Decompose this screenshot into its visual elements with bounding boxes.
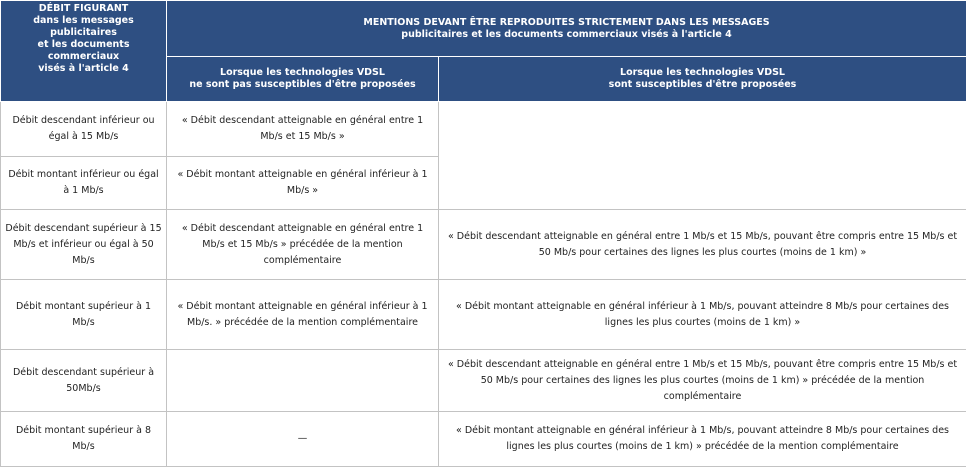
header-debit-line-3: et les documents commerciaux <box>38 39 130 62</box>
debit-cell: Débit montant inférieur ou égal à 1 Mb/s <box>1 157 167 210</box>
vdsl-cell: « Débit descendant atteignable en général entre 1 Mb/s et 15 Mb/s, pouvant être compris entre 15 Mb/s et 50 Mb/s pour certaines des lignes les plus courtes (moins de 1 km) » précédée de la mention complémentaire <box>439 350 966 412</box>
debit-cell: Débit descendant supérieur à 50Mb/s <box>1 350 167 412</box>
table-row <box>1 210 966 280</box>
vdsl-cell: « Débit descendant atteignable en général entre 1 Mb/s et 15 Mb/s, pouvant être compris entre 15 Mb/s et 50 Mb/s pour certaines des lignes les plus courtes (moins de 1 km) » <box>439 210 966 280</box>
no-vdsl-cell: — <box>167 412 439 467</box>
no-vdsl-cell <box>167 350 439 412</box>
header-debit-line-1: DÉBIT FIGURANT <box>39 3 129 14</box>
no-vdsl-cell: « Débit montant atteignable en général inférieur à 1 Mb/s. » précédée de la mention complémentaire <box>167 280 439 350</box>
debit-cell: Débit descendant inférieur ou égal à 15 Mb/s <box>1 102 167 157</box>
header-vdsl <box>439 57 966 102</box>
header-debit <box>1 1 167 102</box>
header-no-vdsl-line-1: Lorsque les technologies VDSL <box>220 67 385 78</box>
vdsl-cell: « Débit montant atteignable en général inférieur à 1 Mb/s, pouvant atteindre 8 Mb/s pour certaines des lignes les plus courtes (moins de 1 km) » précédée de la mention complémentaire <box>439 412 966 467</box>
header-no-vdsl-line-2: ne sont pas susceptibles d'être proposées <box>189 79 415 90</box>
header-mentions <box>167 1 966 57</box>
header-row-1 <box>1 1 966 57</box>
vdsl-cell: « Débit montant atteignable en général inférieur à 1 Mb/s, pouvant atteindre 8 Mb/s pour certaines des lignes les plus courtes (moins de 1 km) » <box>439 280 966 350</box>
no-vdsl-cell: « Débit montant atteignable en général inférieur à 1 Mb/s » <box>167 157 439 210</box>
header-mentions-line-1: MENTIONS DEVANT ÊTRE REPRODUITES STRICTEMENT DANS LES MESSAGES <box>363 17 769 28</box>
header-mentions-line-2: publicitaires et les documents commerciaux visés à l'article 4 <box>401 29 731 40</box>
header-vdsl-line-2: sont susceptibles d'être proposées <box>609 79 797 90</box>
table-row <box>1 412 966 467</box>
header-debit-line-2: dans les messages publicitaires <box>33 15 134 38</box>
debit-cell: Débit descendant supérieur à 15 Mb/s et inférieur ou égal à 50 Mb/s <box>1 210 167 280</box>
table-row <box>1 280 966 350</box>
header-no-vdsl <box>167 57 439 102</box>
vdsl-cell <box>439 102 966 210</box>
debit-cell: Débit montant supérieur à 1 Mb/s <box>1 280 167 350</box>
header-vdsl-line-1: Lorsque les technologies VDSL <box>620 67 785 78</box>
header-debit-line-4: visés à l'article 4 <box>38 63 129 74</box>
debit-cell: Débit montant supérieur à 8 Mb/s <box>1 412 167 467</box>
no-vdsl-cell: « Débit descendant atteignable en général entre 1 Mb/s et 15 Mb/s » précédée de la mention complémentaire <box>167 210 439 280</box>
table-row <box>1 102 966 157</box>
no-vdsl-cell: « Débit descendant atteignable en général entre 1 Mb/s et 15 Mb/s » <box>167 102 439 157</box>
table-row <box>1 350 966 412</box>
